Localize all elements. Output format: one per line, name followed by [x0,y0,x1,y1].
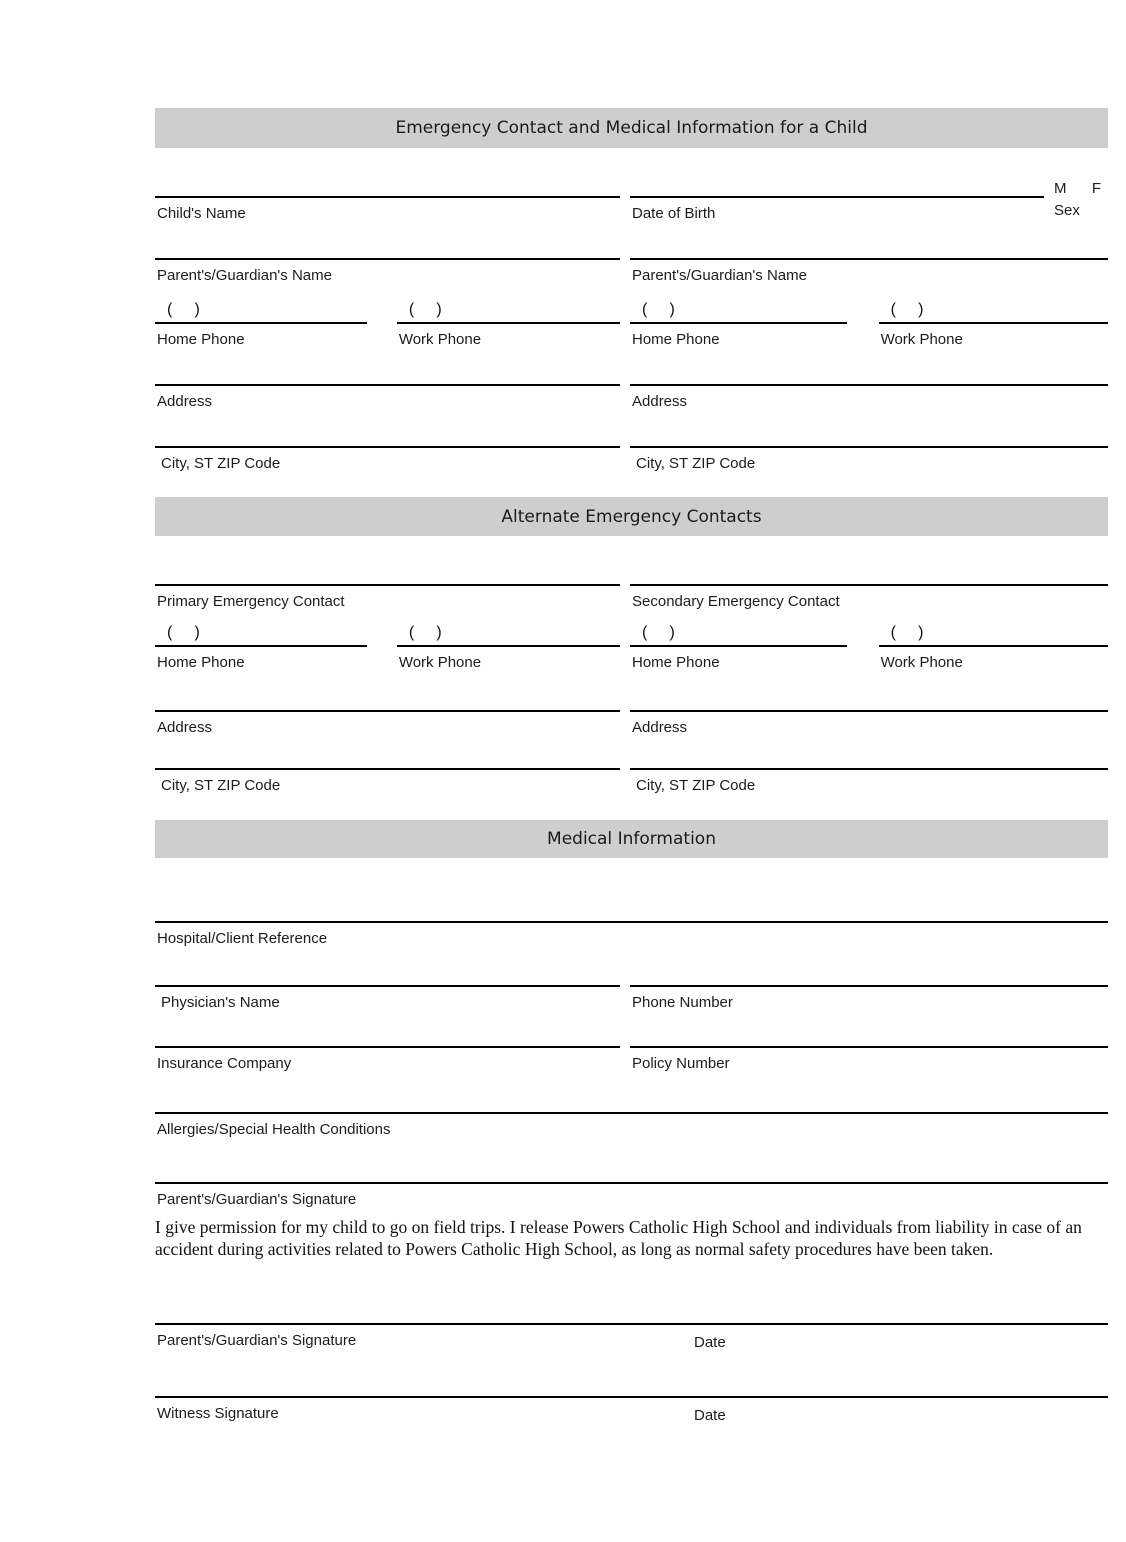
form-title: Emergency Contact and Medical Information for a Child [395,118,868,138]
sex-options [1054,180,1101,197]
witness-signature-label: Witness Signature [157,1405,279,1422]
secondary-contact-label: Secondary Emergency Contact [632,593,840,610]
permission-text: I give permission for my child to go on field trips. I release Powers Catholic High School and individuals from liability in case of an accident during activities related to Powers Catholic High School, as long as normal safety procedures have been taken. [155,1217,1082,1259]
secondary-address-field[interactable] [630,710,1108,736]
parent2-name-field[interactable] [630,258,1108,284]
parent2-work-phone-label: Work Phone [880,331,963,348]
parent1-city-label: City, ST ZIP Code [161,455,281,472]
physician-phone-field[interactable] [630,985,1108,1011]
primary-work-phone-field[interactable] [397,624,620,671]
physician-phone-label: Phone Number [632,994,733,1011]
parent1-name-label: Parent's/Guardian's Name [157,267,332,284]
primary-city-label: City, ST ZIP Code [161,777,281,794]
secondary-work-phone-label: Work Phone [880,654,963,671]
childs-name-field[interactable] [155,196,620,222]
secondary-work-phone-area-parens: ( ) [890,624,924,641]
parent1-address-label: Address [157,393,213,410]
parent-signature-field[interactable] [155,1323,1108,1349]
primary-home-phone-label: Home Phone [157,654,245,671]
secondary-city-label: City, ST ZIP Code [636,777,756,794]
date-of-birth-label: Date of Birth [632,205,716,222]
primary-contact-label: Primary Emergency Contact [157,593,345,610]
secondary-contact-field[interactable] [630,584,1108,610]
parent1-city-field[interactable] [155,446,620,472]
parent1-address-field[interactable] [155,384,620,410]
physician-name-field[interactable] [155,985,620,1011]
parent1-phones-row [155,301,620,348]
witness-signature-field[interactable] [155,1396,1108,1422]
section-header-alternate [155,497,1108,536]
hospital-reference-field[interactable] [155,921,1108,947]
sex-block [1054,180,1101,219]
primary-address-field[interactable] [155,710,620,736]
childs-name-label: Child's Name [157,205,246,222]
parent2-address-field[interactable] [630,384,1108,410]
insurance-company-label: Insurance Company [157,1055,292,1072]
parent2-city-field[interactable] [630,446,1108,472]
secondary-phones-row [630,624,1108,671]
secondary-home-phone-label: Home Phone [632,654,720,671]
parent1-work-phone-field[interactable] [397,301,620,348]
parent2-address-label: Address [632,393,688,410]
secondary-home-phone-area-parens: ( ) [642,624,675,641]
primary-work-phone-area-parens: ( ) [408,624,442,641]
parent-signature-label: Parent's/Guardian's Signature [157,1332,357,1349]
parent-signature-date-label: Date [694,1334,726,1351]
parent2-work-phone-field[interactable] [879,301,1108,348]
parent1-home-phone-field[interactable] [155,301,367,348]
parent1-name-field[interactable] [155,258,620,284]
secondary-address-label: Address [632,719,688,736]
parent2-home-phone-label: Home Phone [632,331,720,348]
allergies-label: Allergies/Special Health Conditions [157,1121,391,1138]
section-header-main [155,108,1108,148]
parent-signature-heading-label: Parent's/Guardian's Signature [157,1191,357,1208]
parent2-home-phone-area-parens: ( ) [642,301,675,318]
primary-work-phone-label: Work Phone [398,654,482,671]
parent1-home-phone-label: Home Phone [157,331,245,348]
parent-signature-heading-field[interactable] [155,1182,1108,1208]
policy-number-field[interactable] [630,1046,1108,1072]
secondary-home-phone-field[interactable] [630,624,847,671]
insurance-company-field[interactable] [155,1046,620,1072]
allergies-field[interactable] [155,1112,1108,1138]
section-header-medical [155,820,1108,858]
parent2-phones-row [630,301,1108,348]
medical-section-title: Medical Information [547,829,716,849]
secondary-work-phone-field[interactable] [879,624,1108,671]
parent2-work-phone-area-parens: ( ) [890,301,924,318]
parent1-work-phone-area-parens: ( ) [408,301,442,318]
primary-city-field[interactable] [155,768,620,794]
parent1-home-phone-area-parens: ( ) [167,301,200,318]
policy-number-label: Policy Number [632,1055,730,1072]
witness-signature-date-label: Date [694,1407,726,1424]
secondary-city-field[interactable] [630,768,1108,794]
parent2-name-label: Parent's/Guardian's Name [632,267,807,284]
alternate-section-title: Alternate Emergency Contacts [501,506,762,527]
primary-phones-row [155,624,620,671]
hospital-reference-label: Hospital/Client Reference [157,930,328,947]
parent2-home-phone-field[interactable] [630,301,847,348]
parent2-city-label: City, ST ZIP Code [636,455,756,472]
sex-label: Sex [1054,202,1080,219]
primary-contact-field[interactable] [155,584,620,610]
sex-option-m[interactable]: M [1054,180,1067,197]
date-of-birth-field[interactable] [630,196,1044,222]
physician-name-label: Physician's Name [161,994,280,1011]
sex-option-f[interactable]: F [1091,180,1101,197]
primary-home-phone-area-parens: ( ) [167,624,200,641]
primary-address-label: Address [157,719,213,736]
primary-home-phone-field[interactable] [155,624,367,671]
parent1-work-phone-label: Work Phone [398,331,482,348]
